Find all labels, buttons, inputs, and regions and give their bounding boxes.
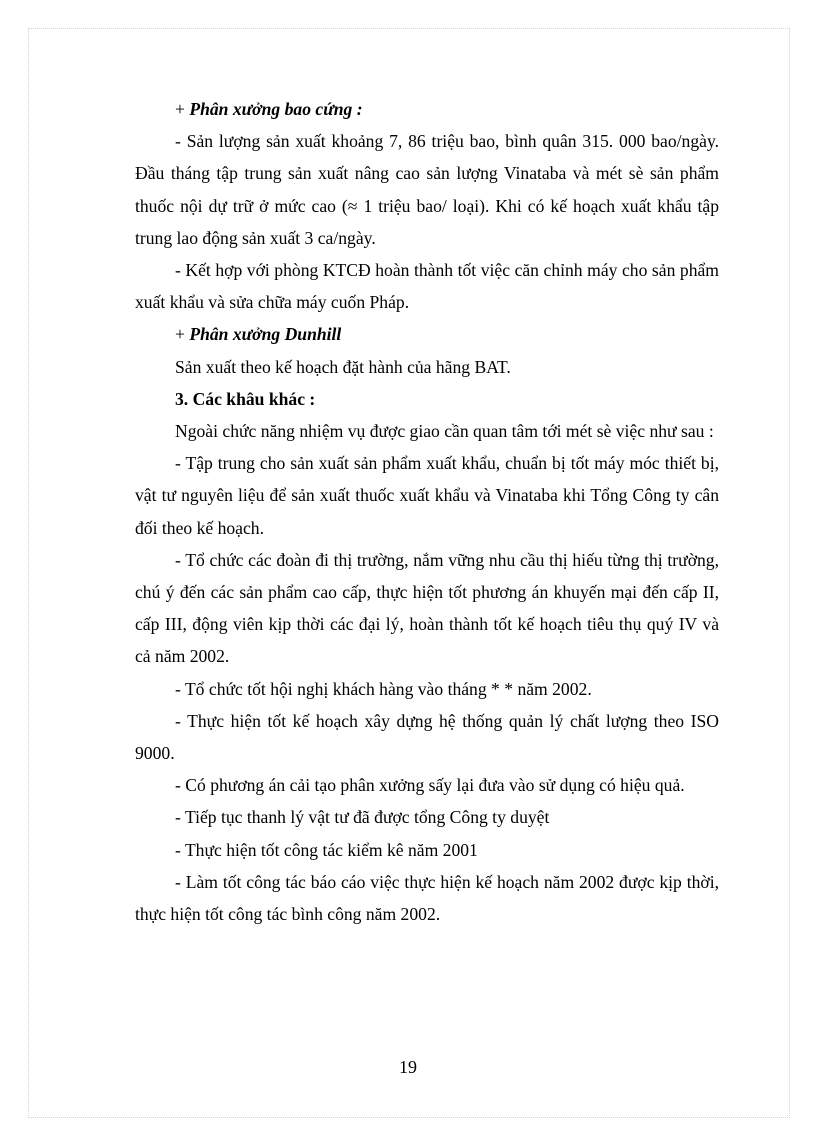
- paragraph-other-units-intro: Ngoài chức năng nhiệm vụ được giao cần quan tâm tới mét sè việc như sau :: [175, 421, 714, 442]
- paragraph-iso-9000: - Thực hiện tốt kế hoạch xây dựng hệ thống quản lý chất lượng theo ISO 9000.: [135, 710, 719, 764]
- heading-prefix: +: [175, 99, 190, 119]
- paragraph-output-volume: - Sản lượng sản xuất khoảng 7, 86 triệu bao, bình quân 315. 000 bao/ngày. Đầu tháng tập trung sản xuất nâng cao sản lượng Vinataba và mét sè sản phẩm thuốc nội dự trữ ở mức cao (≈ 1 triệu bao/ loại). Khi có kế hoạch xuất khẩu tập trung lao động sản xuất 3 ca/ngày.: [135, 131, 719, 248]
- paragraph-dunhill-production: Sản xuất theo kế hoạch đặt hành của hãng BAT.: [175, 356, 511, 377]
- heading-text: Phân xưởng Dunhill: [189, 324, 342, 345]
- paragraph-market-teams: - Tổ chức các đoàn đi thị trường, nắm vững nhu cầu thị hiếu từng thị trường, chú ý đến các sản phẩm cao cấp, thực hiện tốt phương án khuyến mại đến cấp II, cấp III, động viên kịp thời các đại lý, hoàn thành tốt kế hoạch tiêu thụ quý IV và cả năm 2002.: [135, 549, 719, 667]
- paragraph-drying-workshop: - Có phương án cải tạo phân xưởng sấy lại đưa vào sử dụng có hiệu quả.: [175, 775, 685, 796]
- page-number: 19: [399, 1057, 417, 1077]
- heading-prefix: +: [175, 324, 190, 345]
- paragraph-export-focus: - Tập trung cho sản xuất sản phẩm xuất khẩu, chuẩn bị tốt máy móc thiết bị, vật tư nguyên liệu để sản xuất thuốc xuất khẩu và Vinataba khi Tổng Công ty cân đối theo kế hoạch.: [135, 453, 719, 538]
- section-heading-other-units: 3. Các khâu khác :: [175, 388, 316, 409]
- paragraph-reporting-2002: - Làm tốt công tác báo cáo việc thực hiện kế hoạch năm 2002 được kịp thời, thực hiện tốt công tác bình công năm 2002.: [135, 871, 719, 925]
- paragraph-ktcd-cooperation: - Kết hợp với phòng KTCĐ hoàn thành tốt việc căn chỉnh máy cho sản phẩm xuất khẩu và sửa chữa máy cuốn Pháp.: [135, 260, 719, 313]
- paragraph-inventory-2001: - Thực hiện tốt công tác kiểm kê năm 2001: [175, 839, 478, 860]
- document-body: [135, 93, 719, 930]
- heading-text: Phân xưởng bao cứng :: [189, 99, 363, 119]
- section-heading-dunhill-workshop: [135, 318, 719, 350]
- paragraph-asset-liquidation: - Tiếp tục thanh lý vật tư đã được tổng Công ty duyệt: [175, 807, 550, 828]
- paragraph-customer-conference: - Tổ chức tốt hội nghị khách hàng vào tháng * * năm 2002.: [175, 678, 592, 699]
- section-heading-hard-pack-workshop: [135, 93, 719, 125]
